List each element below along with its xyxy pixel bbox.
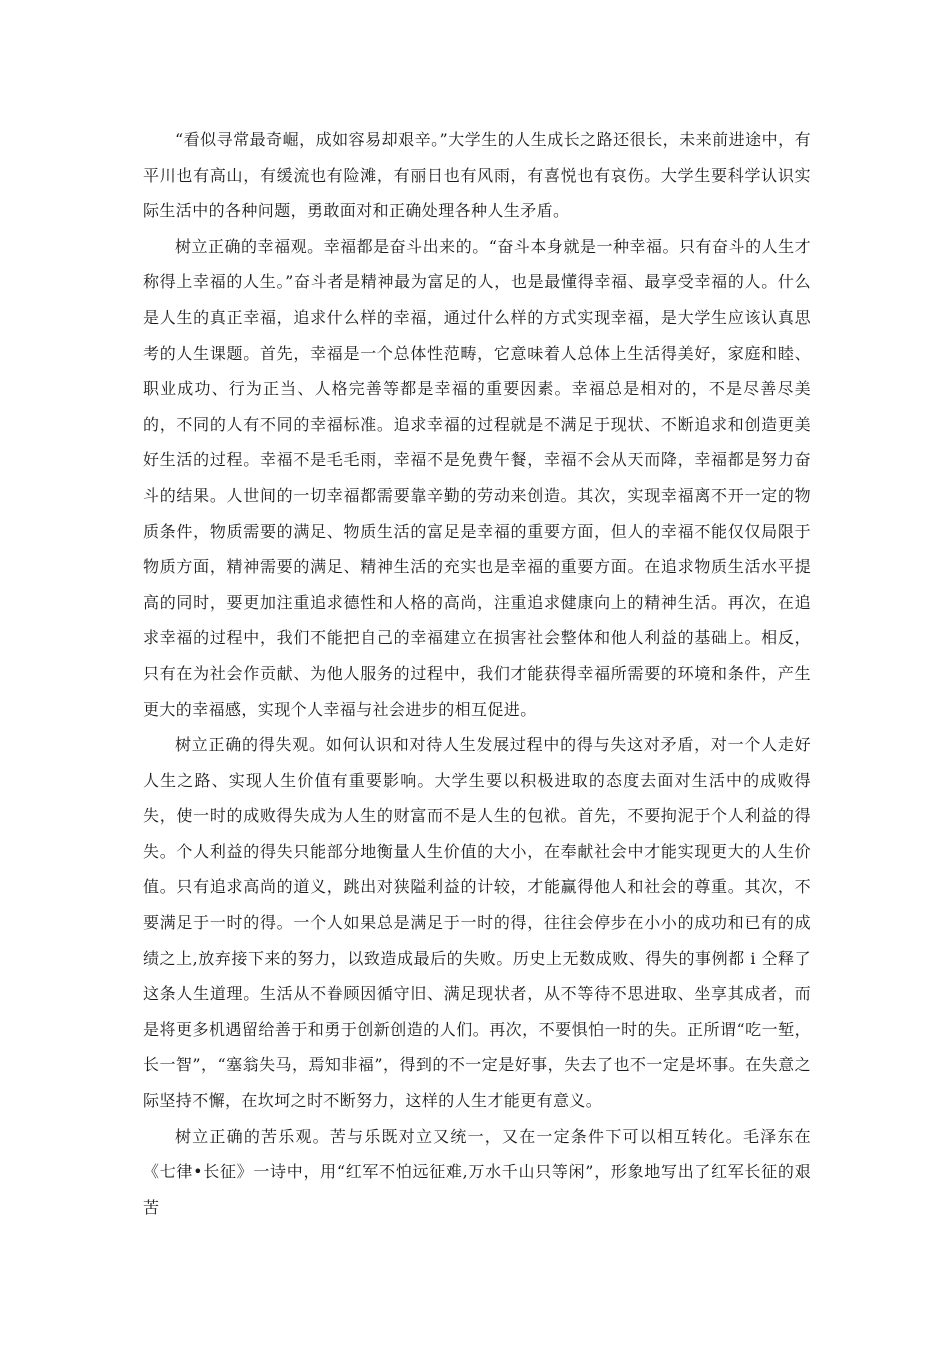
paragraph-hardship-joy: 树立正确的苦乐观。苦与乐既对立又统一，又在一定条件下可以相互转化。毛泽东在《七律•长征》一诗中，用“红军不怕远征难,万水千山只等闲”，形象地写出了红军长征的艰苦 xyxy=(143,1126,811,1217)
paragraph-gain-loss: 树立正确的得失观。如何认识和对待人生发展过程中的得与失这对矛盾，对一个人走好人生之路、实现人生价值有重要影响。大学生要以积极进取的态度去面对生活中的成败得失，使一时的成败得失成为人生的财富而不是人生的包袱。首先，不要拘泥于个人利益的得失。个人利益的得失只能部分地衡量人生价值的大小，在奉献社会中才能实现更大的人生价值。只有追求高尚的道义，跳出对狭隘利益的计较，才能赢得他人和社会的尊重。其次，不要满足于一时的得。一个人如果总是满足于一时的得，往往会停步在小小的成功和已有的成绩之上,放弃接下来的努力，以致造成最后的失败。历史上无数成败、得失的事例都 i 仝释了这条人生道理。生活从不眷顾因循守旧、满足现状者，从不等待不思进取、坐享其成者，而是将更多机遇留给善于和勇于创新创造的人们。再次，不要惧怕一时的失。正所谓“吃一堑，长一智”，“塞翁失马，焉知非福”，得到的不一定是好事，失去了也不一定是坏事。在失意之际坚持不懈，在坎坷之时不断努力，这样的人生才能更有意义。 xyxy=(143,735,811,1111)
paragraph-happiness: 树立正确的幸福观。幸福都是奋斗出来的。“奋斗本身就是一种幸福。只有奋斗的人生才称得上幸福的人生。”奋斗者是精神最为富足的人，也是最懂得幸福、最享受幸福的人。什么是人生的真正幸福，追求什么样的幸福，通过什么样的方式实现幸福，是大学生应该认真思考的人生课题。首先，幸福是一个总体性范畴，它意味着人总体上生活得美好，家庭和睦、职业成功、行为正当、人格完善等都是幸福的重要因素。幸福总是相对的，不是尽善尽美的，不同的人有不同的幸福标准。追求幸福的过程就是不满足于现状、不断追求和创造更美好生活的过程。幸福不是毛毛雨，幸福不是免费午餐，幸福不会从天而降，幸福都是努力奋斗的结果。人世间的一切幸福都需要靠辛勤的劳动来创造。其次，实现幸福离不开一定的物质条件，物质需要的满足、物质生活的富足是幸福的重要方面，但人的幸福不能仅仅局限于物质方面，精神需要的满足、精神生活的充实也是幸福的重要方面。在追求物质生活水平提高的同时，要更加注重追求德性和人格的高尚，注重追求健康向上的精神生活。再次，在追求幸福的过程中，我们不能把自己的幸福建立在损害社会整体和他人利益的基础上。相反，只有在为社会作贡献、为他人服务的过程中，我们才能获得幸福所需要的环境和条件，产生更大的幸福感，实现个人幸福与社会进步的相互促进。 xyxy=(143,236,811,719)
body-text xyxy=(143,122,811,1225)
paragraph-intro: “看似寻常最奇崛，成如容易却艰辛。”大学生的人生成长之路还很长，未来前进途中，有平川也有高山，有缓流也有险滩，有丽日也有风雨，有喜悦也有哀伤。大学生要科学认识实际生活中的各种问题，勇敢面对和正确处理各种人生矛盾。 xyxy=(143,130,811,221)
